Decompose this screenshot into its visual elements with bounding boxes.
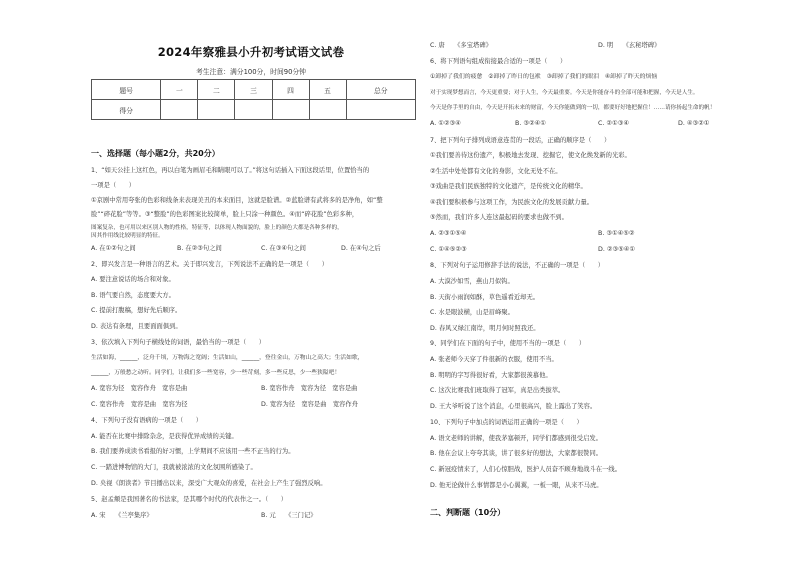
question-text: 10、下列句子中加点的词语运用正确的一项是（ ） [430,419,583,426]
section-heading: 二、判断题（10分） [430,508,506,517]
score-cell: 三 [235,80,272,100]
question-text: 对于实现梦想而言，今天更重要；对于人生，今天最重要。今天是你能奋斗的全部可能和把握，今天是人生。 [430,90,699,96]
option-d[interactable]: D. 在④句之后 [341,245,381,252]
question-text: 5、赵孟頫是我国著名的书法家，是其哪个时代的代表作之一。（ ） [91,496,288,503]
option-c[interactable]: C. 新冠疫情来了，人们心惊胆战，医护人员奋不顾身地战斗在一线。 [430,466,622,473]
option-a[interactable]: A. ②③①⑤④ [430,230,467,237]
question-text: 2、即兴发言是一种语言的艺术。关于即兴发言，下列说法不正确的是一项是（ ） [91,261,328,268]
score-cell: 五 [309,80,346,100]
question-text: 一项是（ ） [91,182,136,189]
score-input-cell[interactable] [198,100,235,120]
question-text: 生活如海，______，泛舟千顷，万物海之宽阔；生活如山，______，登往金山，万物山之高大；生活如歌， [91,355,364,361]
score-input-cell[interactable] [161,100,198,120]
option-c[interactable]: C. 在③④句之间 [261,245,306,252]
option-d[interactable]: D. ④③②① [678,120,710,127]
score-input-cell[interactable] [346,100,415,120]
option-d[interactable]: D. 春风又绿江南岸，明月何时照我还。 [430,325,540,332]
section-heading: 一、选择题（每小题2分，共20分） [91,149,220,158]
question-text: 1、“如天公挂上这红色，再以白笔为画眉毛和睛眼可以了。”将这句话插入下面这段话里，位置恰当的 [91,167,370,174]
score-cell: 得分 [92,100,161,120]
question-text: ③戏曲是我们民族独特的文化遗产，是传统文化的精华。 [430,183,587,190]
exam-notice: 考生注意：满分100分，时间90分钟 [196,68,306,76]
question-text: ①我们要善待这份遗产，积极地去发现、挖掘它，使文化焕发新的光彩。 [430,152,631,159]
option-c[interactable]: C. 宽容作舟 宽容是曲 宽容为径 [91,401,188,408]
score-input-cell[interactable] [272,100,309,120]
option-a[interactable]: A. 能否在比赛中排除杂念，是获得优异成绩的关键。 [91,433,238,440]
option-d[interactable]: D. 他无论做什么事情都是小心翼翼，一板一眼，从来不马虎。 [430,482,603,489]
option-c[interactable]: C. ①④⑤②③ [430,246,467,253]
option-b[interactable]: B. 在②③句之间 [177,245,222,252]
option-a[interactable]: A. 宋 《兰亭集序》 [91,512,153,519]
option-c[interactable]: C. 提前打腹稿，想好先后顺序。 [91,307,182,314]
score-input-cell[interactable] [309,100,346,120]
score-cell: 四 [272,80,309,100]
option-b[interactable]: B. 明明的字写得很好看，大家都很羡慕他。 [430,372,552,379]
option-d[interactable]: D. 宽容为径 宽容是曲 宽容作舟 [261,401,359,408]
score-input-cell[interactable] [235,100,272,120]
option-b[interactable]: B. ③①④⑤② [598,230,635,237]
question-text: 7、把下列句子排列成语意连贯的一段话，正确的顺序是（ ） [430,137,611,144]
score-table-header-row [92,80,416,100]
option-c[interactable]: C. 水是眼波横，山是眉峰聚。 [430,309,514,316]
score-cell: 题号 [92,80,161,100]
question-text: 6、将下列语句组成衔接最合适的一项是（ ） [430,58,567,65]
option-a[interactable]: A. 语文老师的讲解，使我茅塞顿开，同学们都感到很受启发。 [430,435,602,442]
page-title: 2024年察雅县小升初考试语文试卷 [157,45,345,59]
option-b[interactable]: B. 我们要养成读书看报的好习惯，上学期间不应该用一些不正当的行为。 [91,448,295,455]
option-b[interactable]: B. ③②④① [515,120,546,127]
option-d[interactable]: D. ②③⑤④① [598,246,636,253]
score-cell: 二 [198,80,235,100]
option-b[interactable]: B. 语气要自然，态度要大方。 [91,292,175,299]
option-a[interactable]: A. 在①②句之间 [91,245,136,252]
option-a[interactable]: A. 宽容为径 宽容作舟 宽容是曲 [91,385,188,392]
question-text: ①京剧中常用夸张的色彩和线条来表现美丑的本来面目，这就是脸谱。②蓝脸谱有武将多的是净角，如“整 [91,197,383,204]
option-d[interactable]: D. 明 《玄秘塔碑》 [598,42,661,49]
option-b[interactable]: B. 他在会议上夸夸其谈，讲了很多好的想法，大家都很赞同。 [430,450,603,457]
option-a[interactable]: A. 要注意说话的场合和对象。 [91,276,175,283]
option-b[interactable]: B. 元 《三门记》 [261,512,317,519]
score-cell: 一 [161,80,198,100]
option-a[interactable]: A. 张老师今天穿了件很新的衣服，使用不当。 [430,356,558,363]
option-c[interactable]: C. 唐 《多宝塔碑》 [430,42,492,49]
option-b[interactable]: B. 天街小雨润如酥，草色遥看近却无。 [430,294,540,301]
question-text: 脸”“碎花脸”等等。③“整脸”的色彩图案比较简单，脸上只涂一种颜色。④而“碎花脸”色彩多种， [91,211,359,218]
question-text: 8、下列对句子运用修辞手法的说法，不正确的一项是（ ） [430,262,605,269]
question-text: 因其作用线比较明显的特征。 [91,233,164,239]
option-c[interactable]: C. ②①③④ [598,120,629,127]
option-c[interactable]: C. 这次比赛我们班取得了冠军，真是出类拔萃。 [430,387,565,394]
option-d[interactable]: D. 王大爷听说了这个消息，心里很高兴，脸上露出了笑容。 [430,403,597,410]
question-text: 9、同学们在下面的句子中，使用不当的一项是（ ） [430,340,586,347]
question-text: ⑤然而，我们许多人连这最起码的要求也做不到。 [430,214,568,221]
question-text: ______，万般愁之动听。同学们，让我们多一些宽容，少一些苛刻，多一些反思，少一些狭隘吧！ [91,370,341,376]
question-text: 图案复杂，也可用以来区别人物的性格，特征等，以体现人物面貌的，脸上的颜色大都是各种多样的， [91,225,343,231]
option-a[interactable]: A. 大漠沙如雪，燕山月似钩。 [430,278,514,285]
question-text: ④我们要积极参与这项工作，为民族文化的发展贡献力量。 [430,199,594,206]
question-text: ①卸掉了我们的疲惫 ②卸掉了昨日的包袱 ③卸掉了我们的眼泪 ④卸掉了昨天的烦恼 [430,74,658,80]
option-c[interactable]: C. 一踏进博物馆的大门，我就被浓浓的文化氛围所感染了。 [91,464,257,471]
question-text: ②生活中处处都有文化的身影，文化无处不在。 [430,168,562,175]
score-table [91,79,416,120]
score-table-score-row [92,100,416,120]
option-d[interactable]: D. 表达有条理，且要面面俱到。 [91,323,182,330]
option-d[interactable]: D. 央视《朗读者》节目播出以来，深受广大观众的喜爱，在社会上产生了强烈反响。 [91,480,327,487]
question-text: 今天是你手里的自由，今天是开拓未来的财富，今天你能做到的一切，都要好好地把握住！……请你扬起生命的帆！ [430,105,716,111]
score-cell: 总分 [346,80,415,100]
question-text: 3、依次填入下列句子横线处的词语，最恰当的一项是（ ） [91,339,266,346]
option-a[interactable]: A. ①②③④ [430,120,461,127]
question-text: 4、下列句子没有语病的一项是（ ） [91,417,203,424]
option-b[interactable]: B. 宽容作舟 宽容为径 宽容是曲 [261,385,358,392]
